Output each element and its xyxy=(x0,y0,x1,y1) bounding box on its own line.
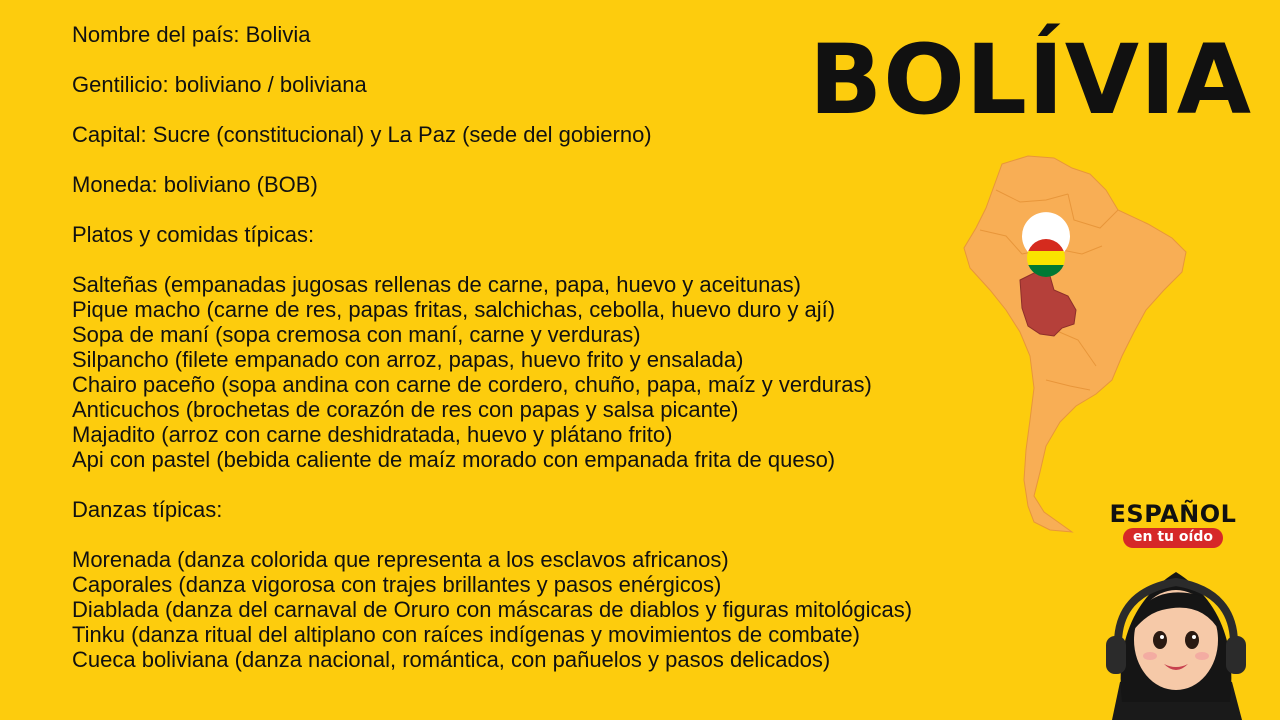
dishes-heading: Platos y comidas típicas: xyxy=(72,222,315,247)
dance-item: Caporales (danza vigorosa con trajes brillantes y pasos enérgicos) xyxy=(72,572,722,597)
south-america-shape xyxy=(964,156,1186,532)
dish-item: Anticuchos (brochetas de corazón de res con papas y salsa picante) xyxy=(72,397,739,422)
logo-tagline: en tu oído xyxy=(1123,528,1223,548)
dish-item: Sopa de maní (sopa cremosa con maní, carne y verduras) xyxy=(72,322,641,347)
south-america-map-icon xyxy=(950,150,1200,540)
dance-item: Cueca boliviana (danza nacional, romántica, con pañuelos y pasos delicados) xyxy=(72,647,831,672)
dance-item: Tinku (danza ritual del altiplano con raíces indígenas y movimientos de combate) xyxy=(72,622,860,647)
dish-item: Chairo paceño (sopa andina con carne de cordero, chuño, papa, maíz y verduras) xyxy=(72,372,872,397)
currency-line: Moneda: boliviano (BOB) xyxy=(72,172,318,197)
logo-brand: ESPAÑOL xyxy=(1109,500,1237,528)
dish-item: Pique macho (carne de res, papas fritas, salchichas, cebolla, huevo duro y ají) xyxy=(72,297,836,322)
demonym-line: Gentilicio: boliviano / boliviana xyxy=(72,72,367,97)
dish-item: Api con pastel (bebida caliente de maíz morado con empanada frita de queso) xyxy=(72,447,836,472)
page-title: BOLÍVIA xyxy=(809,24,1252,136)
dance-item: Diablada (danza del carnaval de Oruro con máscaras de diablos y figuras mitológicas) xyxy=(72,597,913,622)
dish-item: Salteñas (empanadas jugosas rellenas de carne, papa, huevo y aceitunas) xyxy=(72,272,801,297)
headphones-girl-avatar-icon xyxy=(1092,552,1260,720)
capital-line: Capital: Sucre (constitucional) y La Paz (sede del gobierno) xyxy=(72,122,652,147)
dish-item: Majadito (arroz con carne deshidratada, huevo y plátano frito) xyxy=(72,422,673,447)
country-name-line: Nombre del país: Bolivia xyxy=(72,22,311,47)
dances-heading: Danzas típicas: xyxy=(72,497,223,522)
dance-item: Morenada (danza colorida que representa a los esclavos africanos) xyxy=(72,547,729,572)
espanol-en-tu-oido-logo xyxy=(1104,500,1242,552)
dish-item: Silpancho (filete empanado con arroz, papas, huevo frito y ensalada) xyxy=(72,347,744,372)
